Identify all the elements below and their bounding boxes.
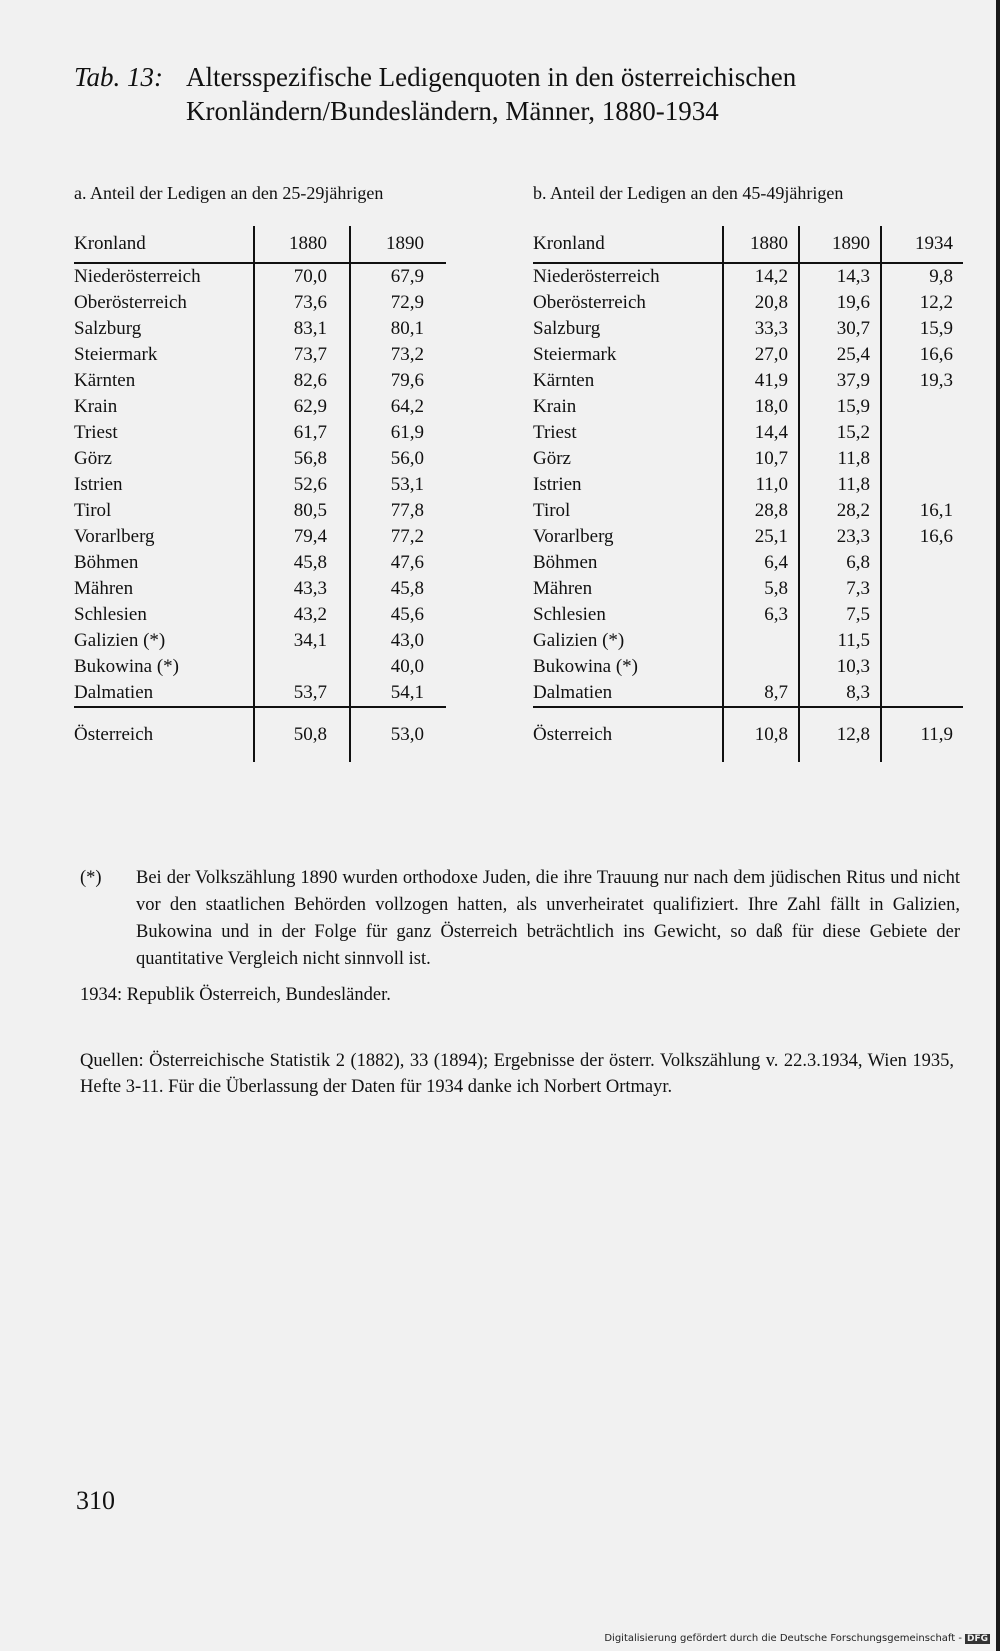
row-label: Niederösterreich	[533, 266, 660, 287]
row-label: Oberösterreich	[74, 292, 187, 313]
total-value: 53,0	[350, 707, 446, 762]
table-row	[533, 446, 963, 472]
table-row	[74, 342, 446, 368]
cell-value	[881, 472, 963, 498]
cell-value: 45,8	[254, 550, 350, 576]
column-header-1934: 1934	[881, 226, 963, 263]
cell-value: 25,1	[723, 524, 799, 550]
cell-value: 25,4	[799, 342, 881, 368]
cell-value	[254, 654, 350, 680]
table-row	[533, 290, 963, 316]
cell-value	[881, 576, 963, 602]
row-label: Böhmen	[74, 552, 139, 573]
table-row	[74, 446, 446, 472]
cell-value: 12,2	[881, 290, 963, 316]
table-title: Altersspezifische Ledigenquoten in den österreichischen Kronländern/Bundesländern, Männer, 1880-1934	[186, 62, 797, 126]
row-label: Krain	[533, 396, 577, 417]
cell-value: 62,9	[254, 394, 350, 420]
cell-value: 70,0	[254, 263, 350, 290]
row-label: Tirol	[533, 500, 571, 521]
total-value: 10,8	[723, 707, 799, 762]
cell-value	[881, 420, 963, 446]
cell-value: 11,8	[799, 472, 881, 498]
row-label: Steiermark	[74, 344, 158, 365]
cell-value: 8,7	[723, 680, 799, 707]
cell-value: 45,6	[350, 602, 446, 628]
row-label: Krain	[74, 396, 118, 417]
cell-value: 61,9	[350, 420, 446, 446]
cell-value: 6,3	[723, 602, 799, 628]
cell-value: 9,8	[881, 263, 963, 290]
cell-value: 7,3	[799, 576, 881, 602]
table-row	[74, 316, 446, 342]
cell-value	[723, 654, 799, 680]
row-label: Steiermark	[533, 344, 617, 365]
table-b-caption: b. Anteil der Ledigen an den 45-49jährigen	[533, 183, 844, 203]
cell-value: 77,2	[350, 524, 446, 550]
row-label: Bukowina (*)	[533, 656, 639, 677]
cell-value: 79,4	[254, 524, 350, 550]
row-label: Dalmatien	[74, 682, 154, 703]
row-label: Mähren	[74, 578, 134, 599]
cell-value: 33,3	[723, 316, 799, 342]
row-label: Dalmatien	[533, 682, 613, 703]
row-label: Salzburg	[533, 318, 601, 339]
table-row	[74, 394, 446, 420]
table-row	[533, 654, 963, 680]
cell-value: 10,3	[799, 654, 881, 680]
table-row	[74, 498, 446, 524]
cell-value: 28,2	[799, 498, 881, 524]
cell-value	[881, 654, 963, 680]
total-label: Österreich	[533, 707, 723, 762]
cell-value	[881, 394, 963, 420]
cell-value: 73,6	[254, 290, 350, 316]
cell-value: 16,1	[881, 498, 963, 524]
table-row	[533, 394, 963, 420]
table-row	[533, 602, 963, 628]
table-row	[533, 680, 963, 707]
table-b	[533, 226, 963, 762]
row-label: Kärnten	[74, 370, 136, 391]
column-header-1890: 1890	[350, 226, 446, 263]
total-row	[533, 707, 963, 762]
table-label: Tab. 13:	[74, 62, 164, 92]
total-row	[74, 707, 446, 762]
row-label: Mähren	[533, 578, 593, 599]
cell-value: 11,0	[723, 472, 799, 498]
cell-value: 43,3	[254, 576, 350, 602]
row-label: Istrien	[74, 474, 123, 495]
cell-value	[881, 602, 963, 628]
cell-value: 73,7	[254, 342, 350, 368]
table-a-caption: a. Anteil der Ledigen an den 25-29jährigen	[74, 183, 384, 203]
column-header-kronland: Kronland	[74, 226, 254, 263]
table-row	[533, 368, 963, 394]
total-value: 11,9	[881, 707, 963, 762]
row-label: Niederösterreich	[74, 266, 201, 287]
note-1934: 1934: Republik Österreich, Bundesländer.	[80, 985, 391, 1005]
row-label: Istrien	[533, 474, 582, 495]
table-row	[533, 316, 963, 342]
cell-value: 7,5	[799, 602, 881, 628]
table-a	[74, 226, 446, 762]
row-label: Böhmen	[533, 552, 598, 573]
cell-value: 47,6	[350, 550, 446, 576]
cell-value: 15,2	[799, 420, 881, 446]
table-row	[74, 263, 446, 290]
cell-value: 45,8	[350, 576, 446, 602]
row-label: Bukowina (*)	[74, 656, 180, 677]
column-header-1880: 1880	[254, 226, 350, 263]
cell-value: 40,0	[350, 654, 446, 680]
table-row	[74, 628, 446, 654]
table-row	[533, 524, 963, 550]
table-row	[533, 628, 963, 654]
cell-value: 5,8	[723, 576, 799, 602]
cell-value: 72,9	[350, 290, 446, 316]
row-label: Galizien (*)	[74, 630, 166, 651]
cell-value: 19,3	[881, 368, 963, 394]
cell-value: 11,5	[799, 628, 881, 654]
column-header-kronland: Kronland	[533, 226, 723, 263]
total-label: Österreich	[74, 707, 254, 762]
cell-value: 83,1	[254, 316, 350, 342]
column-header-1880: 1880	[723, 226, 799, 263]
table-row	[74, 654, 446, 680]
cell-value: 56,0	[350, 446, 446, 472]
cell-value	[881, 680, 963, 707]
column-header-1890: 1890	[799, 226, 881, 263]
table-row	[74, 420, 446, 446]
cell-value: 79,6	[350, 368, 446, 394]
cell-value: 43,2	[254, 602, 350, 628]
cell-value: 80,5	[254, 498, 350, 524]
cell-value: 6,4	[723, 550, 799, 576]
table-row	[74, 550, 446, 576]
cell-value: 28,8	[723, 498, 799, 524]
sources: Quellen: Österreichische Statistik 2 (1882), 33 (1894); Ergebnisse der österr. Volkszählung v. 22.3.1934, Wien 1935, Hefte 3-11. Für die Überlassung der Daten für 1934 danke ich Norbert Ortmayr.	[80, 1051, 954, 1097]
cell-value: 14,4	[723, 420, 799, 446]
cell-value: 19,6	[799, 290, 881, 316]
table-row	[74, 576, 446, 602]
table-row	[533, 263, 963, 290]
cell-value: 30,7	[799, 316, 881, 342]
cell-value: 82,6	[254, 368, 350, 394]
cell-value: 6,8	[799, 550, 881, 576]
table-row	[74, 368, 446, 394]
cell-value: 14,3	[799, 263, 881, 290]
cell-value: 56,8	[254, 446, 350, 472]
row-label: Vorarlberg	[74, 526, 155, 547]
cell-value: 16,6	[881, 524, 963, 550]
cell-value: 77,8	[350, 498, 446, 524]
digitization-credit	[604, 1633, 990, 1644]
table-row	[533, 576, 963, 602]
row-label: Görz	[74, 448, 112, 469]
table-row	[533, 550, 963, 576]
row-label: Tirol	[74, 500, 112, 521]
cell-value: 61,7	[254, 420, 350, 446]
row-label: Galizien (*)	[533, 630, 625, 651]
cell-value: 73,2	[350, 342, 446, 368]
cell-value: 52,6	[254, 472, 350, 498]
row-label: Schlesien	[533, 604, 606, 625]
table-row	[74, 524, 446, 550]
table-row	[533, 420, 963, 446]
cell-value: 11,8	[799, 446, 881, 472]
cell-value	[881, 628, 963, 654]
cell-value: 37,9	[799, 368, 881, 394]
row-label: Görz	[533, 448, 571, 469]
row-label: Kärnten	[533, 370, 595, 391]
credit-text: Digitalisierung gefördert durch die Deutsche Forschungsgemeinschaft -	[604, 1633, 962, 1644]
row-label: Oberösterreich	[533, 292, 646, 313]
cell-value	[881, 446, 963, 472]
dfg-logo: DFG	[966, 1634, 988, 1644]
cell-value: 18,0	[723, 394, 799, 420]
cell-value: 20,8	[723, 290, 799, 316]
page-edge	[996, 0, 1000, 1651]
page-number: 310	[76, 1486, 115, 1515]
cell-value: 64,2	[350, 394, 446, 420]
cell-value: 43,0	[350, 628, 446, 654]
table-row	[74, 290, 446, 316]
cell-value: 67,9	[350, 263, 446, 290]
footnote-text: Bei der Volkszählung 1890 wurden orthodoxe Juden, die ihre Trauung nur nach dem jüdischen Ritus und nicht vor den staatlichen Behörden vollzogen hatten, als unverheiratet qualifiziert. Ihre Zahl fällt in Galizien, Bukowina und in der Folge für ganz Österreich beträchtlich ins Gewicht, so daß für diese Gebiete der quantitative Vergleich nicht sinnvoll ist.	[136, 868, 960, 969]
row-label: Salzburg	[74, 318, 142, 339]
cell-value: 41,9	[723, 368, 799, 394]
table-row	[74, 680, 446, 707]
cell-value: 54,1	[350, 680, 446, 707]
total-value: 50,8	[254, 707, 350, 762]
cell-value: 53,7	[254, 680, 350, 707]
cell-value: 10,7	[723, 446, 799, 472]
table-row	[533, 342, 963, 368]
cell-value: 23,3	[799, 524, 881, 550]
row-label: Triest	[533, 422, 577, 443]
table-row	[74, 472, 446, 498]
cell-value: 16,6	[881, 342, 963, 368]
cell-value: 8,3	[799, 680, 881, 707]
table-row	[533, 498, 963, 524]
cell-value	[723, 628, 799, 654]
cell-value: 14,2	[723, 263, 799, 290]
cell-value: 53,1	[350, 472, 446, 498]
total-value: 12,8	[799, 707, 881, 762]
row-label: Triest	[74, 422, 118, 443]
cell-value: 15,9	[799, 394, 881, 420]
row-label: Schlesien	[74, 604, 147, 625]
footnote-mark: (*)	[80, 868, 102, 888]
row-label: Vorarlberg	[533, 526, 614, 547]
cell-value: 27,0	[723, 342, 799, 368]
cell-value: 15,9	[881, 316, 963, 342]
cell-value	[881, 550, 963, 576]
table-row	[74, 602, 446, 628]
table-row	[533, 472, 963, 498]
cell-value: 34,1	[254, 628, 350, 654]
cell-value: 80,1	[350, 316, 446, 342]
